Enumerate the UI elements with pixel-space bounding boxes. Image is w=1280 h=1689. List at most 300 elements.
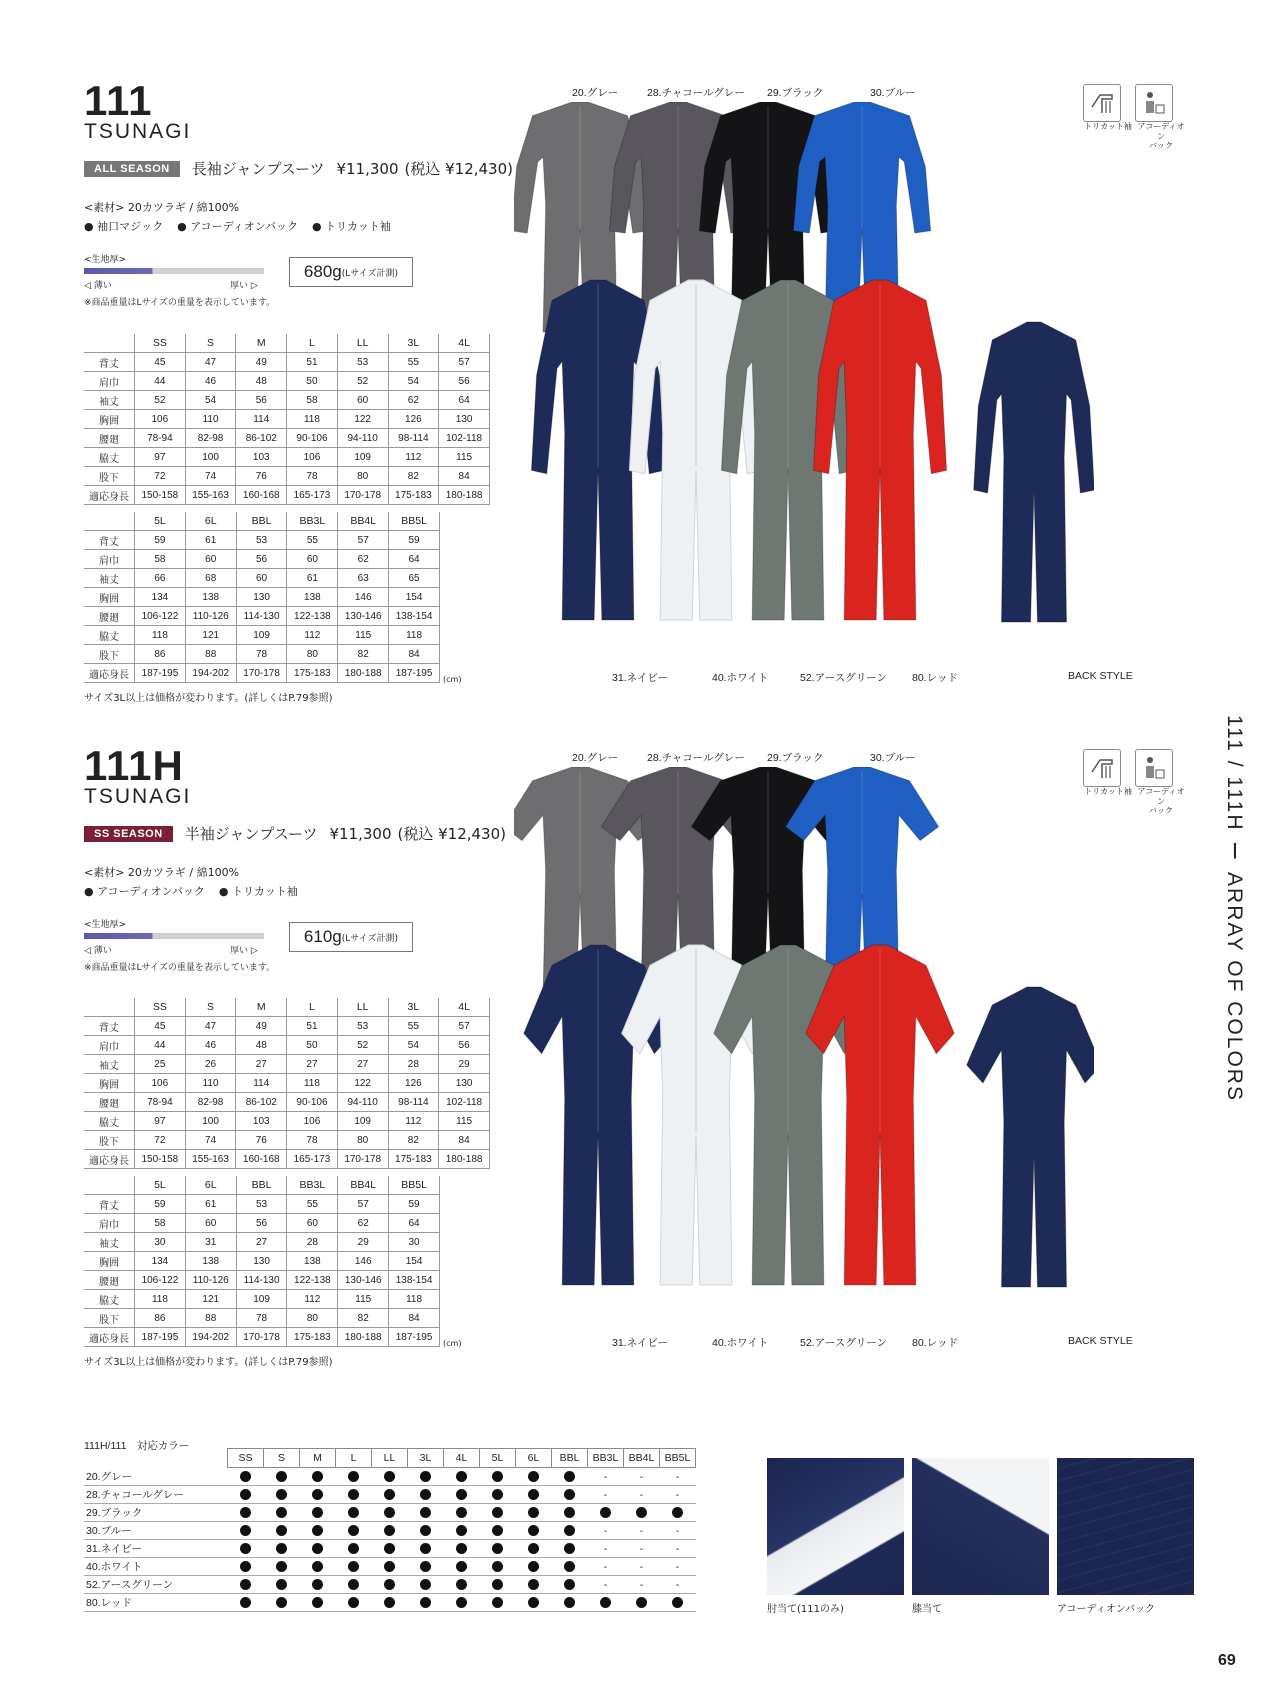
size-value: 118 (135, 626, 186, 645)
size-value: 115 (439, 1112, 490, 1131)
size-header: 6L (185, 512, 236, 531)
size-value: 150-158 (135, 1150, 186, 1169)
size-value: 187-195 (135, 1328, 186, 1347)
available-dot (516, 1468, 552, 1486)
size-value: 49 (236, 353, 287, 372)
size-value: 62 (388, 391, 439, 410)
weight-disclaimer: ※商品重量はLサイズの重量を表示しています。 (84, 963, 276, 973)
row-label: 肩巾 (84, 1036, 135, 1055)
available-dot (408, 1576, 444, 1594)
table-row (84, 588, 440, 607)
size-value: 121 (185, 1290, 236, 1309)
availability-title: 111H/111 対応カラー (84, 1440, 190, 1452)
size-value: 76 (236, 1131, 287, 1150)
size-value: 78 (287, 467, 338, 486)
thickness-label: <生地厚> (84, 255, 127, 265)
availability-table (84, 1448, 696, 1612)
size-value: 88 (185, 1309, 236, 1328)
size-value: 78 (236, 645, 287, 664)
season-badge: SS SEASON (84, 826, 173, 842)
table-row (84, 1131, 490, 1150)
available-dot (372, 1594, 408, 1612)
size-value: 27 (287, 1055, 338, 1074)
size-value: 59 (135, 531, 186, 550)
size-value: 138-154 (389, 1271, 440, 1290)
size-value: 56 (236, 550, 287, 569)
size-value: 53 (236, 531, 287, 550)
size-value: 58 (135, 550, 186, 569)
size-value: 118 (287, 410, 338, 429)
size-value: 138 (185, 588, 236, 607)
available-dot (228, 1594, 264, 1612)
model-number: 111 (84, 77, 153, 124)
season-badge: ALL SEASON (84, 161, 180, 177)
size-header: L (287, 334, 338, 353)
table-row (84, 550, 440, 569)
row-label: 肩巾 (84, 1214, 135, 1233)
size-value: 56 (439, 372, 490, 391)
available-dot (372, 1504, 408, 1522)
size-value: 27 (337, 1055, 388, 1074)
available-dot (444, 1486, 480, 1504)
size-value: 122 (337, 1074, 388, 1093)
available-dot (516, 1504, 552, 1522)
price: ¥11,300 (336, 159, 399, 178)
available-dot (444, 1504, 480, 1522)
size-value: 55 (388, 353, 439, 372)
size-value: 103 (236, 448, 287, 467)
feature-item: ● アコーディオンバック (84, 885, 205, 898)
row-label: 脇丈 (84, 1290, 135, 1309)
size-value: 187-195 (135, 664, 186, 683)
available-dot (336, 1486, 372, 1504)
size-header: M (300, 1449, 336, 1468)
icon-caption: アコーディオン バック (1137, 787, 1185, 816)
available-dot (372, 1540, 408, 1558)
available-dot (228, 1576, 264, 1594)
size-value: 138 (185, 1252, 236, 1271)
price: ¥11,300 (329, 824, 392, 843)
size-value: 86 (135, 645, 186, 664)
size-header: S (264, 1449, 300, 1468)
unavailable-mark: - (588, 1486, 624, 1504)
price-tax: (税込 ¥12,430) (404, 160, 514, 178)
available-dot (480, 1540, 516, 1558)
size-value: 56 (236, 391, 287, 410)
size-value: 160-168 (236, 486, 287, 505)
size-value: 50 (287, 372, 338, 391)
available-dot (264, 1522, 300, 1540)
size-header: 5L (135, 512, 186, 531)
size-value: 47 (185, 1017, 236, 1036)
available-dot (480, 1486, 516, 1504)
size-value: 150-158 (135, 486, 186, 505)
back-style-label: BACK STYLE (1068, 1335, 1133, 1347)
available-dot (300, 1522, 336, 1540)
color-name: 40.ホワイト (84, 1558, 228, 1576)
row-label: 袖丈 (84, 569, 135, 588)
row-label: 背丈 (84, 531, 135, 550)
available-dot (552, 1540, 588, 1558)
table-row (84, 1233, 440, 1252)
row-label: 胸囲 (84, 1252, 135, 1271)
available-dot (552, 1522, 588, 1540)
row-label: 股下 (84, 1131, 135, 1150)
jumpsuit-group-111h (514, 767, 1094, 1327)
unavailable-mark: - (660, 1576, 696, 1594)
size-value: 180-188 (439, 486, 490, 505)
size-value: 180-188 (338, 1328, 389, 1347)
available-dot (228, 1486, 264, 1504)
size-value: 100 (185, 1112, 236, 1131)
size-value: 55 (287, 531, 338, 550)
available-dot (552, 1576, 588, 1594)
weight-note: (Lサイズ計測) (341, 268, 399, 279)
row-label: 袖丈 (84, 1055, 135, 1074)
available-dot (264, 1576, 300, 1594)
available-dot (408, 1558, 444, 1576)
size-value: 126 (388, 1074, 439, 1093)
size-value: 175-183 (287, 664, 338, 683)
knee-patch-photo (912, 1458, 1049, 1595)
size-value: 56 (439, 1036, 490, 1055)
row-label: 適応身長 (84, 664, 135, 683)
size-value: 60 (287, 1214, 338, 1233)
available-dot (516, 1594, 552, 1612)
weight-box (289, 257, 413, 287)
size-value: 72 (135, 467, 186, 486)
table-row (84, 486, 490, 505)
size-value: 84 (389, 1309, 440, 1328)
available-dot (228, 1522, 264, 1540)
size-value: 52 (135, 391, 186, 410)
row-label: 股下 (84, 467, 135, 486)
size-value: 46 (185, 1036, 236, 1055)
available-dot (300, 1594, 336, 1612)
size-value: 82 (338, 1309, 389, 1328)
color-label: 80.レッド (912, 672, 958, 684)
size-header: BB5L (389, 1176, 440, 1195)
available-dot (336, 1576, 372, 1594)
jumpsuit-group-111 (514, 102, 1094, 662)
size-value: 82 (338, 645, 389, 664)
size-value: 59 (135, 1195, 186, 1214)
size-value: 180-188 (338, 664, 389, 683)
size-value: 109 (337, 1112, 388, 1131)
available-dot (444, 1594, 480, 1612)
size-value: 46 (185, 372, 236, 391)
unavailable-mark: - (660, 1522, 696, 1540)
size-value: 80 (337, 1131, 388, 1150)
detail-caption: アコーディオンバック (1057, 1604, 1155, 1615)
size-value: 130-146 (338, 607, 389, 626)
available-dot (408, 1504, 444, 1522)
row-label: 股下 (84, 645, 135, 664)
size-header: BB4L (624, 1449, 660, 1468)
size-header: 3L (408, 1449, 444, 1468)
weight-note: (Lサイズ計測) (341, 933, 399, 944)
size-header: 3L (388, 998, 439, 1017)
size-value: 30 (389, 1233, 440, 1252)
size-value: 59 (389, 1195, 440, 1214)
table-row (84, 1271, 440, 1290)
color-label: 31.ネイビー (612, 1337, 668, 1349)
size-value: 170-178 (236, 664, 287, 683)
row-label: 適応身長 (84, 1150, 135, 1169)
size-value: 84 (439, 1131, 490, 1150)
available-dot (480, 1504, 516, 1522)
size-value: 122-138 (287, 607, 338, 626)
size-value: 47 (185, 353, 236, 372)
available-dot (228, 1504, 264, 1522)
unavailable-mark: - (624, 1576, 660, 1594)
size-value: 97 (135, 448, 186, 467)
available-dot (300, 1558, 336, 1576)
size-header: BB4L (338, 512, 389, 531)
size-value: 112 (287, 1290, 338, 1309)
color-name: 29.ブラック (84, 1504, 228, 1522)
size-value: 106 (135, 1074, 186, 1093)
size-value: 84 (389, 645, 440, 664)
back-style-label: BACK STYLE (1068, 670, 1133, 682)
size-value: 68 (185, 569, 236, 588)
size-header: 4L (439, 334, 490, 353)
row-label: 脇丈 (84, 626, 135, 645)
size-header: BB4L (338, 1176, 389, 1195)
size-value: 187-195 (389, 1328, 440, 1347)
elbow-patch-photo (767, 1458, 904, 1595)
available-dot (300, 1540, 336, 1558)
row-label: 脇丈 (84, 1112, 135, 1131)
size-value: 194-202 (185, 1328, 236, 1347)
available-dot (444, 1576, 480, 1594)
table-row (84, 353, 490, 372)
available-dot (228, 1468, 264, 1486)
size-value: 65 (389, 569, 440, 588)
size-value: 80 (337, 467, 388, 486)
size-value: 80 (287, 645, 338, 664)
size-value: 130 (236, 1252, 287, 1271)
table-row (84, 645, 440, 664)
available-dot (264, 1486, 300, 1504)
size-value: 118 (287, 1074, 338, 1093)
available-dot (264, 1594, 300, 1612)
color-name: 28.チャコールグレー (84, 1486, 228, 1504)
size-value: 60 (236, 569, 287, 588)
table-row (84, 1112, 490, 1131)
table-row (84, 1036, 490, 1055)
size-value: 170-178 (236, 1328, 287, 1347)
table-row (84, 1055, 490, 1074)
size-value: 57 (338, 1195, 389, 1214)
size-value: 61 (287, 569, 338, 588)
available-dot (336, 1468, 372, 1486)
material: <素材> 20カツラギ / 綿100% (84, 866, 240, 879)
size-value: 25 (135, 1055, 186, 1074)
size-value: 62 (338, 1214, 389, 1233)
size-value: 58 (287, 391, 338, 410)
available-dot (552, 1486, 588, 1504)
product-name: 長袖ジャンプスーツ (191, 160, 325, 178)
size-value: 63 (338, 569, 389, 588)
size-value: 74 (185, 1131, 236, 1150)
row-label: 適応身長 (84, 1328, 135, 1347)
size-header: BB3L (287, 512, 338, 531)
color-label: 29.ブラック (767, 87, 824, 99)
size-header: 6L (185, 1176, 236, 1195)
unit-label: (cm) (443, 1339, 462, 1348)
size-value: 122 (337, 410, 388, 429)
size-value: 106 (135, 410, 186, 429)
size-header: LL (372, 1449, 408, 1468)
accordion-feature (1135, 84, 1187, 151)
available-dot (552, 1558, 588, 1576)
available-dot (552, 1504, 588, 1522)
brand-name: TSUNAGI (84, 785, 192, 808)
brand-name: TSUNAGI (84, 120, 192, 143)
table-row (84, 1468, 696, 1486)
size-value: 60 (185, 550, 236, 569)
size-value: 106-122 (135, 607, 186, 626)
size-value: 94-110 (337, 1093, 388, 1112)
size-value: 112 (388, 448, 439, 467)
table-row (84, 1576, 696, 1594)
color-name: 52.アースグリーン (84, 1576, 228, 1594)
size-value: 27 (236, 1055, 287, 1074)
weight-value: 680g (303, 262, 342, 281)
size-value: 45 (135, 353, 186, 372)
size-value: 54 (388, 1036, 439, 1055)
thickness-bar (84, 933, 264, 939)
available-dot (624, 1594, 660, 1612)
size-value: 114 (236, 410, 287, 429)
size-value: 53 (337, 1017, 388, 1036)
table-row (84, 391, 490, 410)
size-value: 175-183 (388, 1150, 439, 1169)
size-header: SS (135, 998, 186, 1017)
size-header: S (185, 998, 236, 1017)
size-value: 27 (236, 1233, 287, 1252)
size-table-1 (84, 998, 490, 1169)
unavailable-mark: - (624, 1540, 660, 1558)
available-dot (372, 1576, 408, 1594)
color-label: 29.ブラック (767, 752, 824, 764)
unavailable-mark: - (624, 1522, 660, 1540)
size-header: M (236, 998, 287, 1017)
unavailable-mark: - (660, 1558, 696, 1576)
available-dot (516, 1576, 552, 1594)
size-value: 48 (236, 372, 287, 391)
available-dot (480, 1522, 516, 1540)
color-label: 52.アースグリーン (800, 672, 888, 684)
size-header: L (287, 998, 338, 1017)
size-value: 31 (185, 1233, 236, 1252)
color-label: 28.チャコールグレー (647, 87, 745, 99)
size-value: 187-195 (389, 664, 440, 683)
color-label: 28.チャコールグレー (647, 752, 745, 764)
size-value: 94-110 (337, 429, 388, 448)
available-dot (408, 1594, 444, 1612)
size-header: 4L (439, 998, 490, 1017)
size-value: 115 (338, 1290, 389, 1309)
table-row (84, 1486, 696, 1504)
size-header: S (185, 334, 236, 353)
size-header: L (336, 1449, 372, 1468)
thick-label: 厚い ▷ (230, 946, 258, 956)
thickness-bar (84, 268, 264, 274)
size-value: 72 (135, 1131, 186, 1150)
size-value: 154 (389, 588, 440, 607)
available-dot (372, 1522, 408, 1540)
size-value: 66 (135, 569, 186, 588)
size-value: 88 (185, 645, 236, 664)
size-value: 110-126 (185, 1271, 236, 1290)
size-value: 114-130 (236, 607, 287, 626)
size-value: 50 (287, 1036, 338, 1055)
available-dot (624, 1504, 660, 1522)
size-value: 60 (337, 391, 388, 410)
size-value: 44 (135, 1036, 186, 1055)
color-name: 80.レッド (84, 1594, 228, 1612)
size-value: 138 (287, 588, 338, 607)
size-value: 55 (287, 1195, 338, 1214)
size-value: 51 (287, 353, 338, 372)
row-label: 肩巾 (84, 550, 135, 569)
size-value: 30 (135, 1233, 186, 1252)
table-row (84, 1150, 490, 1169)
table-row (84, 569, 440, 588)
side-title: 111 / 111H Ⅰ ARRAY OF COLORS (1223, 715, 1246, 1102)
size-value: 175-183 (388, 486, 439, 505)
size-value: 160-168 (236, 1150, 287, 1169)
size-value: 118 (389, 626, 440, 645)
size-value: 28 (287, 1233, 338, 1252)
size-value: 122-138 (287, 1271, 338, 1290)
size-value: 82 (388, 467, 439, 486)
size-value: 60 (287, 550, 338, 569)
size-value: 155-163 (185, 486, 236, 505)
unavailable-mark: - (624, 1558, 660, 1576)
table-row (84, 1252, 440, 1271)
size-value: 54 (388, 372, 439, 391)
available-dot (588, 1504, 624, 1522)
available-dot (300, 1576, 336, 1594)
unavailable-mark: - (588, 1558, 624, 1576)
icon-caption: アコーディオン バック (1137, 122, 1185, 151)
row-label: 股下 (84, 1309, 135, 1328)
size-header: BBL (552, 1449, 588, 1468)
available-dot (336, 1522, 372, 1540)
weight-value: 610g (303, 927, 342, 946)
size-value: 56 (236, 1214, 287, 1233)
model-number: 111H (84, 742, 184, 789)
available-dot (480, 1576, 516, 1594)
size-value: 86-102 (236, 429, 287, 448)
table-row (84, 1195, 440, 1214)
size-value: 64 (439, 391, 490, 410)
size-value: 86-102 (236, 1093, 287, 1112)
available-dot (336, 1540, 372, 1558)
size-value: 118 (135, 1290, 186, 1309)
size-value: 155-163 (185, 1150, 236, 1169)
size-note: サイズ3L以上は価格が変わります。(詳しくはP.79参照) (84, 693, 333, 704)
page-number: 69 (1218, 1652, 1236, 1669)
size-header: 5L (135, 1176, 186, 1195)
size-value: 82 (388, 1131, 439, 1150)
size-value: 114-130 (236, 1271, 287, 1290)
size-value: 146 (338, 588, 389, 607)
size-value: 109 (236, 1290, 287, 1309)
